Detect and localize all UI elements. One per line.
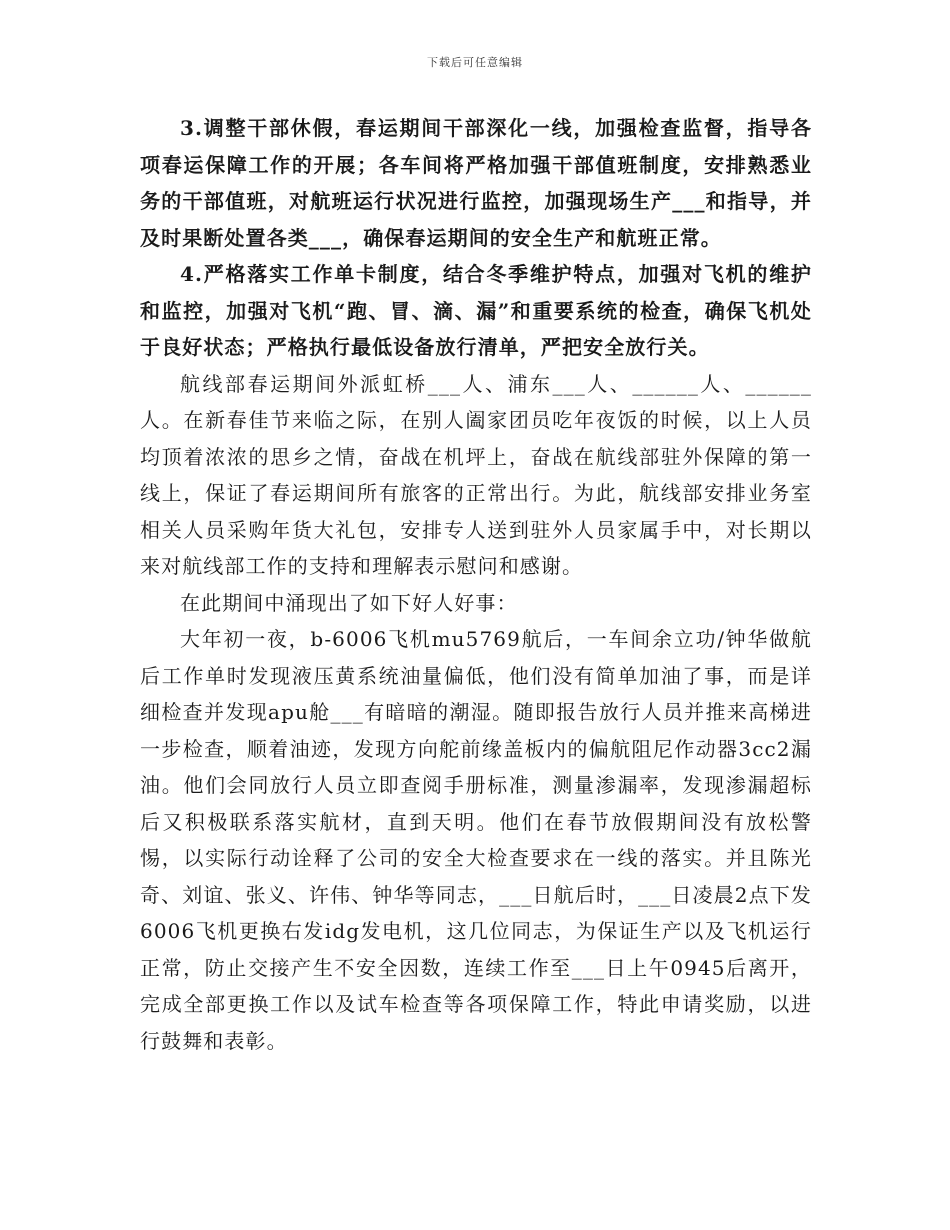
document-body — [140, 110, 812, 1059]
paragraph-good-deeds-detail: 大年初一夜，b-6006飞机mu5769航后，一车间余立功/钟华做航后工作单时发现液压黄系统油量偏低，他们没有简单加油了事，而是详细检查并发现apu舱___有暗暗的潮湿。随即报告放行人员并推来高梯进一步检查，顺着油迹，发现方向舵前缘盖板内的偏航阻尼作动器3cc2漏油。他们会同放行人员立即查阅手册标准，测量渗漏率，发现渗漏超标后又积极联系落实航材，直到天明。他们在春节放假期间没有放松警惕，以实际行动诠释了公司的安全大检查要求在一线的落实。并且陈光奇、刘谊、张义、许伟、钟华等同志，___日航后时，___日凌晨2点下发6006飞机更换右发idg发电机，这几位同志，为保证生产以及飞机运行正常，防止交接产生不安全因数，连续工作至___日上午0945后离开，完成全部更换工作以及试车检查等各项保障工作，特此申请奖励，以进行鼓舞和表彰。 — [140, 627, 812, 1053]
paragraph-dispatch-personnel: 航线部春运期间外派虹桥___人、浦东___人、______人、______人。在新春佳节来临之际，在别人阖家团员吃年夜饭的时候，以上人员均顶着浓浓的思乡之情，奋战在机坪上，奋战在航线部驻外保障的第一线上，保证了春运期间所有旅客的正常出行。为此，航线部安排业务室相关人员采购年货大礼包，安排专人送到驻外人员家属手中，对长期以来对航线部工作的支持和理解表示慰问和感谢。 — [140, 371, 812, 578]
header-note: 下载后可任意编辑 — [427, 56, 523, 69]
paragraph-good-deeds-intro: 在此期间中涌现出了如下好人好事： — [180, 590, 518, 615]
paragraph-item-3: 3.调整干部休假，春运期间干部深化一线，加强检查监督，指导各项春运保障工作的开展；各车间将严格加强干部值班制度，安排熟悉业务的干部值班，对航班运行状况进行监控，加强现场生产___和指导，并及时果断处置各类___，确保春运期间的安全生产和航班正常。 — [140, 116, 812, 250]
paragraph-item-4: 4.严格落实工作单卡制度，结合冬季维护特点，加强对飞机的维护和监控，加强对飞机“跑、冒、滴、漏”和重要系统的检查，确保飞机处于良好状态；严格执行最低设备放行清单，严把安全放行关。 — [140, 262, 812, 359]
